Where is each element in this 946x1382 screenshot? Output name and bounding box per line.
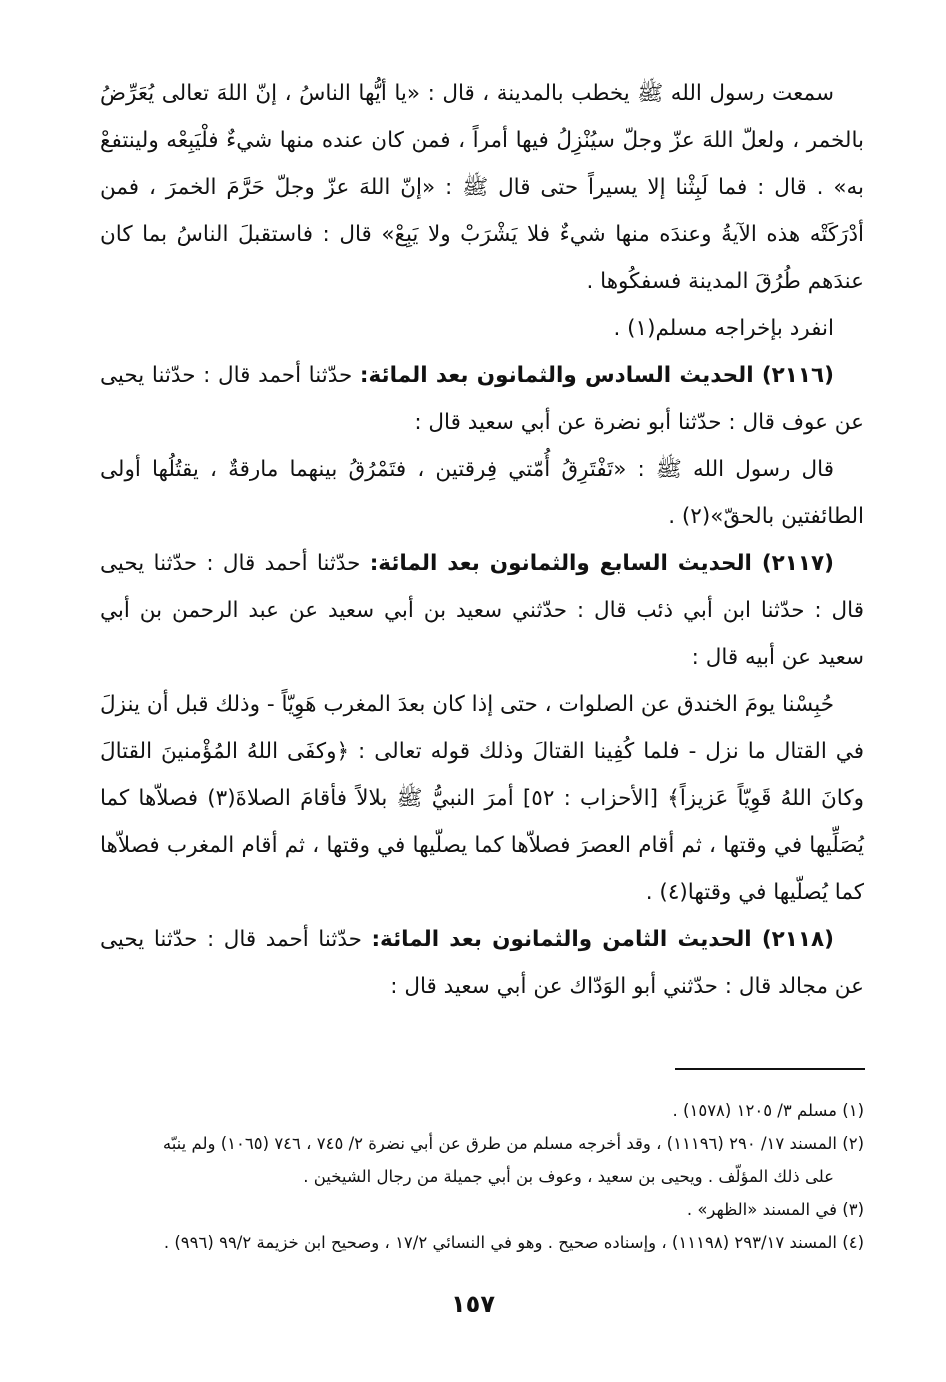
footnotes <box>100 1094 864 1259</box>
hadith-text-2116: قال رسول الله ﷺ : «تَفْتَرِقُ أُمّتي فِرقتين ، فتَمْرُقُ بينهما مارقةٌ ، يقتُلُها أولى الطائفتين بالحقّ»(٢) . <box>100 457 864 529</box>
page-number: ١٥٧ <box>451 1290 495 1318</box>
hadith-heading-2116 <box>100 352 864 446</box>
hadith-text-1: سمعت رسول الله ﷺ يخطب بالمدينة ، قال : «يا أيُّها الناسُ ، إنّ اللهَ تعالى يُعَرِّضُ بالخمر ، ولعلّ اللهَ عزّ وجلّ سيُنْزِلُ فيها أمراً ، فمن كان عنده منها شيءٌ فلْيَبِعْه ولينتفعْ به» . قال : فما لَبِثْنا إلا يسيراً حتى قال ﷺ : «إنّ اللهَ عزّ وجلّ حَرَّمَ الخمرَ ، فمن أدْرَكَتْه هذه الآيةُ وعندَه منها شيءٌ فلا يَشْرَبْ ولا يَبِعْ» قال : فاستقبلَ الناسُ بما كان عندَهم طُرُقَ المدينة فسفكُوها . <box>100 81 864 294</box>
attribution-note: انفرد بإخراجه مسلم(١) . <box>613 316 834 341</box>
hadith-heading-2117 <box>100 540 864 681</box>
hadith-text-2117: حُبِسْنا يومَ الخندق عن الصلوات ، حتى إذا كان بعدَ المغرب هَوِيّاً - وذلك قبل أن ينزلَ في القتال ما نزل - فلما كُفِينا القتالَ وذلك قوله تعالى : ﴿وكفَى اللهُ المُؤْمنينَ القتالَ وكانَ اللهُ قَوِيّاً عَزيزاً﴾ [الأحزاب : ٥٢] أمرَ النبيُّ ﷺ بلالاً فأقامَ الصلاةَ(٣) فصلاّها كما يُصَلِّيها في وقتها ، ثم أقام العصرَ فصلاّها كما يصلّيها في وقتها ، ثم أقام المغرب فصلاّها كما يُصلّيها في وقتها(٤) . <box>100 692 864 905</box>
footnote-2-continued: على ذلك المؤلّف . ويحيى بن سعيد ، وعوف بن أبي جميلة من رجال الشيخين . <box>303 1167 834 1186</box>
hadith-title: (٢١١٧) الحديث السابع والثمانون بعد المائة: <box>369 551 834 576</box>
main-text <box>100 70 864 1010</box>
footnote-divider <box>675 1068 865 1070</box>
hadith-title: (٢١١٦) الحديث السادس والثمانون بعد المائة: <box>359 363 834 388</box>
footnote-4: (٤) المسند ٢٩٣/١٧ (١١١٩٨) ، وإسناده صحيح . وهو في النسائي ١٧/٢ ، وصحيح ابن خزيمة ٩٩/٢ (٩٩٦) . <box>163 1233 864 1252</box>
isnad-text: حدّثنا أحمد قال : حدّثنا يحيى عن مجالد قال : حدّثني أبو الوَدّاك عن أبي سعيد قال : <box>100 927 864 999</box>
isnad-text: حدّثنا أحمد قال : حدّثنا يحيى عن عوف قال : حدّثنا أبو نضرة عن أبي سعيد قال : <box>100 363 864 435</box>
hadith-heading-2118 <box>100 916 864 1010</box>
footnote-2: (٢) المسند ١٧/ ٢٩٠ (١١١٩٦) ، وقد أخرجه مسلم من طرق عن أبي نضرة ٢/ ٧٤٥ ، ٧٤٦ (١٠٦٥) ولم ينبّه <box>162 1134 864 1153</box>
hadith-title: (٢١١٨) الحديث الثامن والثمانون بعد المائة: <box>371 927 834 952</box>
isnad-text: حدّثنا أحمد قال : حدّثنا يحيى قال : حدّثنا ابن أبي ذئب قال : حدّثني سعيد بن أبي سعيد عن عبد الرحمن بن أبي سعيد عن أبيه قال : <box>100 551 864 670</box>
footnote-3: (٣) في المسند «الظهر» . <box>686 1200 864 1219</box>
footnote-1: (١) مسلم ٣/ ١٢٠٥ (١٥٧٨) . <box>672 1101 864 1120</box>
